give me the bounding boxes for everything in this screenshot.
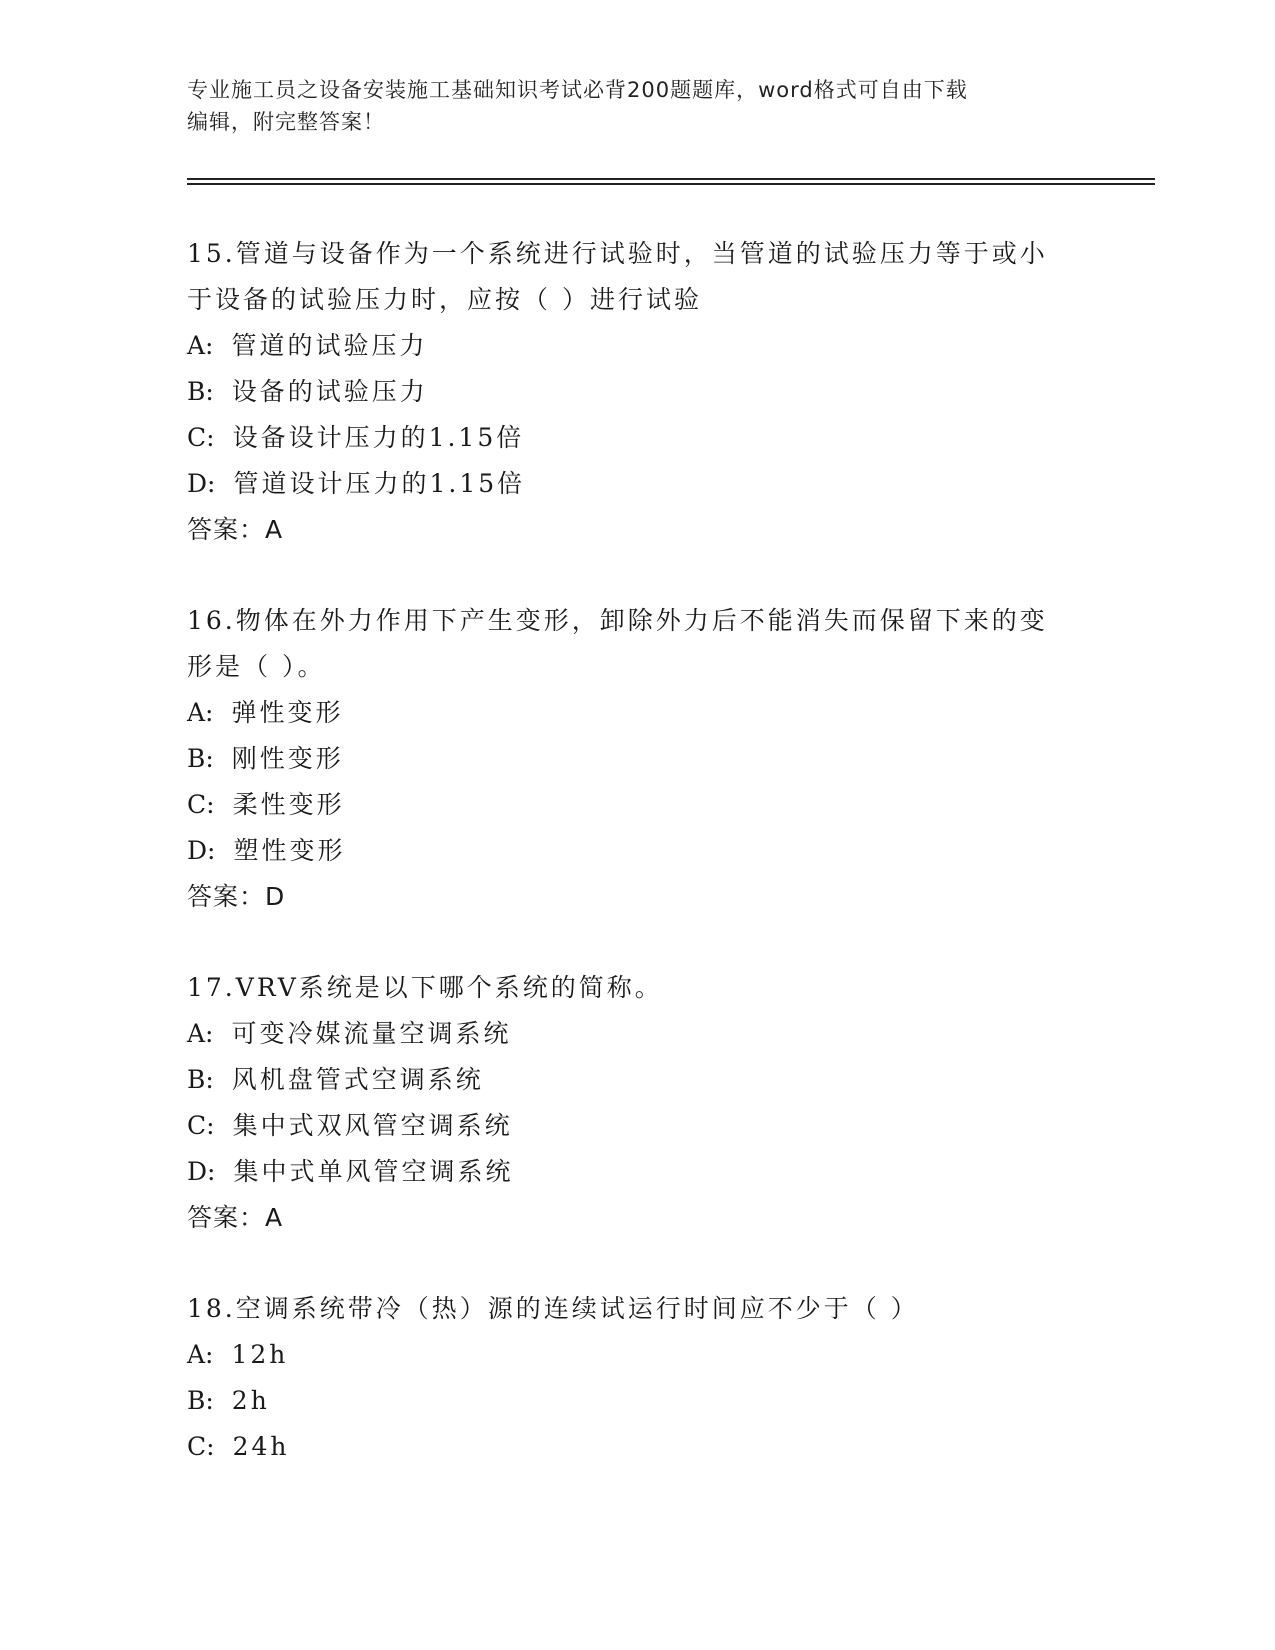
- question-18: [187, 1286, 1087, 1470]
- answer-line: 答案：D: [187, 882, 286, 911]
- question-stem: [187, 1286, 1087, 1332]
- stem-line: 17.VRV系统是以下哪个系统的简称。: [187, 973, 663, 1002]
- question-17: [187, 965, 1087, 1241]
- question-stem: [187, 231, 1087, 323]
- option-c: C: 设备设计压力的1.15倍: [187, 423, 525, 452]
- option-b: B: 刚性变形: [187, 744, 344, 773]
- stem-line: 形是（ ）。: [187, 652, 326, 681]
- header-divider-top: [187, 178, 1155, 180]
- option-d: D: 管道设计压力的1.15倍: [187, 469, 526, 498]
- header-line-1: 专业施工员之设备安装施工基础知识考试必背200题题库，word格式可自由下载: [187, 78, 968, 102]
- stem-line: 16.物体在外力作用下产生变形，卸除外力后不能消失而保留下来的变: [187, 606, 1048, 635]
- option-b: B: 2h: [187, 1386, 270, 1415]
- question-15: [187, 231, 1087, 553]
- option-c: C: 24h: [187, 1432, 290, 1461]
- option-d: D: 集中式单风管空调系统: [187, 1157, 514, 1186]
- question-stem: [187, 598, 1087, 690]
- document-header: [187, 74, 1087, 138]
- answer-line: 答案：A: [187, 1203, 284, 1232]
- answer-line: 答案：A: [187, 515, 284, 544]
- option-a: A: 管道的试验压力: [187, 331, 428, 360]
- header-line-2: 编辑，附完整答案！: [187, 110, 385, 134]
- option-a: A: 可变冷媒流量空调系统: [187, 1019, 512, 1048]
- question-list: [187, 231, 1087, 1515]
- stem-line: 15.管道与设备作为一个系统进行试验时，当管道的试验压力等于或小: [187, 239, 1048, 268]
- option-b: B: 风机盘管式空调系统: [187, 1065, 484, 1094]
- question-stem: [187, 965, 1087, 1011]
- stem-line: 于设备的试验压力时，应按（ ）进行试验: [187, 285, 702, 314]
- option-c: C: 集中式双风管空调系统: [187, 1111, 513, 1140]
- question-16: [187, 598, 1087, 920]
- header-divider-bottom: [187, 183, 1155, 185]
- option-a: A: 12h: [187, 1340, 289, 1369]
- stem-line: 18.空调系统带冷（热）源的连续试运行时间应不少于（ ）: [187, 1294, 919, 1323]
- option-c: C: 柔性变形: [187, 790, 345, 819]
- option-b: B: 设备的试验压力: [187, 377, 428, 406]
- option-a: A: 弹性变形: [187, 698, 344, 727]
- option-d: D: 塑性变形: [187, 836, 346, 865]
